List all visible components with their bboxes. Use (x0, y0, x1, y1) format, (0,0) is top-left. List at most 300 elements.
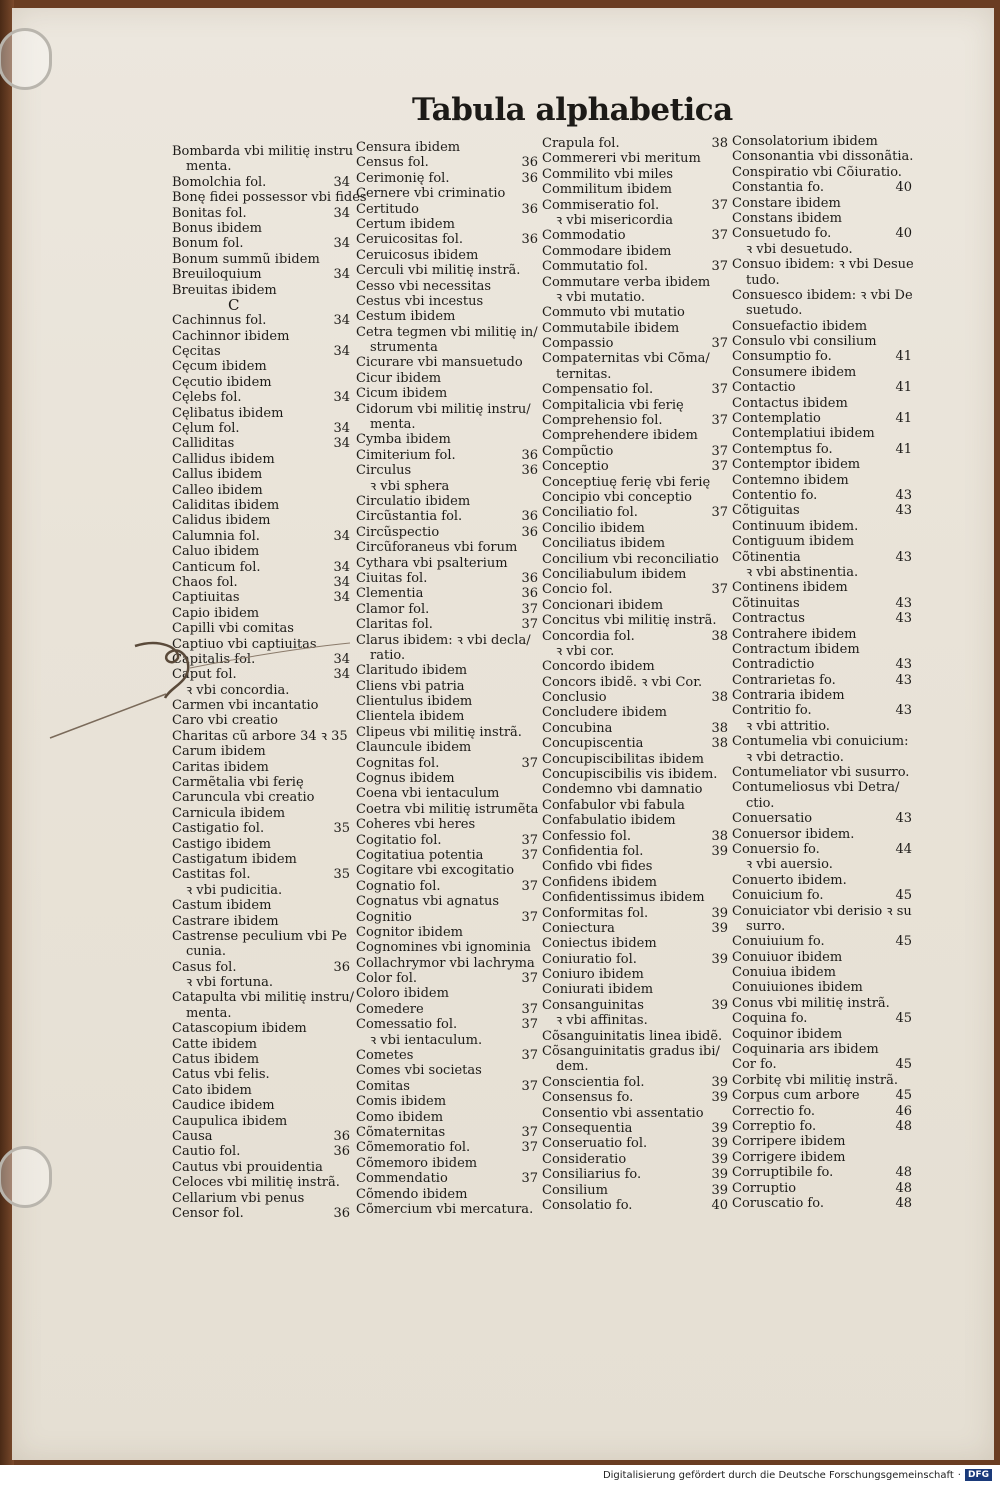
index-folio: 37 (711, 505, 728, 521)
index-entry (732, 503, 912, 518)
index-entry (356, 940, 538, 955)
index-folio: 34 (333, 590, 350, 606)
index-entry (732, 1119, 912, 1134)
index-term: Consilium (542, 1182, 608, 1198)
index-folio: 39 (711, 920, 728, 936)
index-entry (732, 226, 912, 241)
index-term: Cognitor ibidem (356, 924, 464, 940)
index-entry (356, 648, 538, 663)
index-entry (172, 513, 350, 528)
index-term: Cogitatio fol. (356, 832, 442, 848)
footer-credit (603, 1468, 992, 1482)
index-term: Cymba ibidem (356, 432, 451, 448)
index-entry (356, 1110, 538, 1125)
index-entry (542, 1075, 728, 1090)
index-term: suetudo. (746, 303, 803, 319)
index-term: Cometes (356, 1048, 414, 1064)
index-entry (172, 375, 350, 390)
index-term: Cogitare vbi excogitatio (356, 863, 515, 879)
index-entry (732, 673, 912, 688)
index-term: Cellarium vbi penus (172, 1190, 305, 1206)
index-folio: 36 (521, 509, 538, 525)
index-term: Conus vbi militię instrã. (732, 995, 890, 1011)
index-entry (542, 690, 728, 705)
index-term: Continuum ibidem. (732, 518, 859, 534)
index-entry (356, 725, 538, 740)
index-entry (542, 752, 728, 767)
index-entry (356, 709, 538, 724)
index-term: Bomolchia fol. (172, 174, 267, 190)
index-entry (172, 467, 350, 482)
index-entry (732, 780, 912, 795)
index-folio: 37 (711, 582, 728, 598)
index-entry (542, 1152, 728, 1167)
index-entry (542, 829, 728, 844)
index-term: Cęcitas (172, 344, 221, 360)
index-entry (356, 1079, 538, 1094)
index-folio: 36 (521, 570, 538, 586)
index-term: Cesso vbi necessitas (356, 278, 492, 294)
index-entry (172, 175, 350, 190)
index-entry (542, 813, 728, 828)
index-term: Certum ibidem (356, 216, 455, 232)
index-term: Chaos fol. (172, 574, 238, 590)
index-entry (172, 529, 350, 544)
index-term: Coquinor ibidem (732, 1026, 843, 1042)
index-folio: 34 (333, 236, 350, 252)
index-term: Conuersor ibidem. (732, 826, 855, 842)
index-term: Contractum ibidem (732, 641, 860, 657)
index-entry (732, 1027, 912, 1042)
index-entry (732, 857, 912, 872)
index-term: Conclusio (542, 690, 607, 706)
index-entry (172, 560, 350, 575)
index-term: Cõmendo ibidem (356, 1186, 468, 1202)
index-folio: 38 (711, 720, 728, 736)
index-term: Confabulor vbi fabula (542, 797, 685, 813)
index-folio: 39 (711, 905, 728, 921)
index-term: Coena vbi ientaculum (356, 786, 500, 802)
index-term: Compaternitas vbi Cõma/ (542, 351, 710, 367)
index-term: Consuetudo fo. (732, 226, 832, 242)
index-term: Conciliatus ibidem (542, 536, 666, 552)
index-entry (542, 936, 728, 951)
index-entry (732, 1088, 912, 1103)
index-folio: 37 (521, 909, 538, 925)
index-term: Clientela ibidem (356, 709, 465, 725)
index-entry (172, 498, 350, 513)
index-term: Cęlum fol. (172, 421, 240, 437)
index-entry (732, 473, 912, 488)
index-folio: 34 (333, 390, 350, 406)
index-term: Cerimonię fol. (356, 170, 450, 186)
index-term: Capilli vbi comitas (172, 621, 294, 637)
index-folio: 39 (711, 1121, 728, 1136)
index-term: Coheres vbi heres (356, 817, 476, 833)
index-term: ꝛ vbi auersio. (746, 857, 833, 873)
index-entry (542, 290, 728, 305)
index-entry (356, 525, 538, 540)
index-term: Cęcutio ibidem (172, 374, 272, 390)
index-folio: 37 (711, 443, 728, 459)
index-term: Conspiratio vbi Cõiuratio. (732, 164, 902, 180)
index-term: Coniuratio fol. (542, 951, 637, 967)
index-entry (172, 975, 350, 990)
index-entry (542, 536, 728, 551)
index-term: Caput fol. (172, 667, 237, 683)
index-entry (732, 1134, 912, 1149)
index-term: Cachinnus fol. (172, 313, 267, 329)
index-term: Comis ibidem (356, 1094, 447, 1110)
index-entry (356, 956, 538, 971)
index-entry (732, 734, 912, 749)
index-term: Claritas fol. (356, 617, 433, 633)
index-entry (542, 321, 728, 336)
index-term: Conuiuium fo. (732, 934, 825, 950)
index-entry (732, 319, 912, 334)
index-term: Conceptio (542, 459, 609, 475)
index-entry (732, 196, 912, 211)
index-entry (356, 1048, 538, 1063)
index-term: Carnicula ibidem (172, 805, 286, 821)
index-entry (732, 765, 912, 780)
index-entry (172, 483, 350, 498)
index-entry (732, 426, 912, 441)
index-entry (732, 1181, 912, 1196)
index-entry (732, 811, 912, 826)
index-entry (356, 694, 538, 709)
index-entry (356, 602, 538, 617)
index-term: Contemptor ibidem (732, 457, 861, 473)
index-entry (542, 582, 728, 597)
index-term: Comedere (356, 1001, 424, 1017)
index-entry (356, 494, 538, 509)
index-folio: 40 (711, 1197, 728, 1213)
index-term: menta. (186, 1005, 232, 1021)
index-entry (356, 679, 538, 694)
index-entry (732, 873, 912, 888)
index-term: ꝛ vbi mutatio. (556, 289, 646, 305)
index-entry (732, 627, 912, 642)
index-term: Caupulica ibidem (172, 1113, 288, 1129)
index-term: Concludere ibidem (542, 705, 667, 721)
index-term: Corruptio (732, 1180, 797, 1196)
index-term: Cõsanguinitatis linea ibidẽ. (542, 1028, 723, 1044)
index-term: Caliditas ibidem (172, 497, 280, 513)
index-term: Cõmemoro ibidem (356, 1155, 478, 1171)
index-entry (732, 211, 912, 226)
index-term: Conuiciator vbi derisio ꝛ su (732, 903, 912, 919)
index-entry (356, 663, 538, 678)
index-term: ctio. (746, 795, 775, 811)
index-entry (356, 863, 538, 878)
index-folio: 40 (895, 226, 912, 242)
index-term: Calumnia fol. (172, 528, 260, 544)
index-folio: 41 (895, 380, 912, 396)
index-entry (542, 875, 728, 890)
index-folio: 39 (711, 1090, 728, 1106)
index-entry (732, 596, 912, 611)
index-folio: 41 (895, 349, 912, 365)
index-entry (542, 1121, 728, 1136)
index-entry (172, 329, 350, 344)
index-term: Consuo ibidem: ꝛ vbi Desue (732, 257, 914, 273)
index-entry (356, 1094, 538, 1109)
index-term: Constantia fo. (732, 180, 824, 196)
index-term: Commilito vbi miles (542, 166, 674, 182)
index-entry (172, 452, 350, 467)
index-entry (172, 252, 350, 267)
index-entry (356, 617, 538, 632)
index-term: Consuefactio ibidem (732, 318, 868, 334)
index-entry (542, 721, 728, 736)
index-term: Cognomines vbi ignominia (356, 940, 532, 956)
index-term: Consolatio fo. (542, 1197, 633, 1213)
index-term: Cęlibatus ibidem (172, 405, 284, 421)
index-folio: 48 (895, 1165, 912, 1181)
index-term: Como ibidem (356, 1109, 444, 1125)
index-term: Breuitas ibidem (172, 282, 277, 298)
index-entry (172, 190, 367, 206)
index-term: Conceptiuę ferię vbi ferię (542, 474, 711, 490)
index-entry (542, 505, 728, 520)
index-term: Castum ibidem (172, 898, 272, 914)
index-term: Concionari ibidem (542, 597, 664, 613)
index-entry (356, 817, 538, 832)
index-entry (542, 428, 728, 443)
index-entry (732, 1196, 912, 1211)
index-term: strumenta (370, 340, 438, 356)
index-term: Confidentissimus ibidem (542, 890, 705, 906)
index-entry (356, 571, 538, 586)
index-term: Contemptus fo. (732, 441, 833, 457)
index-entry (356, 186, 538, 201)
index-term: Carmen vbi incantatio (172, 698, 319, 714)
index-term: Concubina (542, 720, 613, 736)
index-entry (732, 904, 912, 919)
index-entry (732, 396, 912, 411)
index-term: Condemno vbi damnatio (542, 782, 703, 798)
index-folio: 43 (895, 611, 912, 627)
index-term: Contractus (732, 611, 805, 627)
footer-text: Digitalisierung gefördert durch die Deutsche Forschungsgemeinschaft (602, 1469, 954, 1481)
index-entry (542, 890, 728, 905)
footer-dot: · (957, 1469, 961, 1481)
index-term: Coniectura (542, 920, 615, 936)
index-entry (356, 1125, 538, 1140)
index-folio: 43 (895, 811, 912, 827)
index-term: Contraria ibidem (732, 688, 845, 704)
index-entry (356, 232, 538, 247)
index-term: Commodatio (542, 228, 626, 244)
index-term: Censor fol. (172, 1205, 244, 1221)
index-entry (356, 386, 538, 401)
index-term: Castrense peculium vbi Pe (172, 928, 347, 944)
index-folio: 36 (521, 586, 538, 602)
index-term: ratio. (370, 647, 406, 663)
index-term: Caruncula vbi creatio (172, 790, 315, 806)
index-entry (732, 303, 912, 318)
index-term: Clientulus ibidem (356, 694, 473, 710)
index-term: Clementia (356, 586, 424, 602)
index-entry (356, 971, 538, 986)
index-term: Callidus ibidem (172, 451, 275, 467)
index-term: Contrahere ibidem (732, 626, 857, 642)
index-column-3 (542, 136, 728, 1213)
index-entry (172, 544, 350, 559)
index-folio: 39 (711, 1167, 728, 1183)
index-term: Clarus ibidem: ꝛ vbi decla/ (356, 632, 531, 648)
index-term: menta. (186, 159, 232, 175)
index-entry (542, 798, 728, 813)
index-term: Cõmemoratio fol. (356, 1140, 471, 1156)
index-term: Caluo ibidem (172, 544, 260, 560)
index-entry (172, 821, 350, 836)
index-term: Commendatio (356, 1171, 448, 1187)
index-folio: 45 (895, 1088, 912, 1104)
index-term: Cõtinuitas (732, 595, 800, 611)
index-entry (542, 675, 728, 690)
index-folio: 34 (333, 559, 350, 575)
index-entry (542, 705, 728, 720)
index-term: Cliens vbi patria (356, 678, 465, 694)
index-entry (356, 910, 538, 925)
index-entry (542, 444, 728, 459)
index-entry (172, 1006, 350, 1021)
index-term: Circũforaneus vbi forum (356, 540, 518, 556)
index-term: Conciliabulum ibidem (542, 566, 687, 582)
index-term: Catte ibidem (172, 1036, 257, 1052)
index-entry (732, 1104, 912, 1119)
index-term: cunia. (186, 944, 227, 960)
binding-clip-bottom (0, 1146, 52, 1208)
index-entry (542, 921, 728, 936)
index-term: Consequentia (542, 1121, 633, 1136)
index-term: surro. (746, 918, 786, 934)
index-entry (732, 534, 912, 549)
index-term: Contemno ibidem (732, 472, 849, 488)
index-folio: 38 (711, 628, 728, 644)
index-entry (172, 1160, 350, 1175)
index-entry (732, 980, 912, 995)
index-entry (356, 740, 538, 755)
index-term: Coquinaria ars ibidem (732, 1042, 879, 1058)
section-letter (172, 295, 350, 314)
index-entry (172, 760, 350, 775)
index-entry (542, 398, 728, 413)
index-folio: 37 (711, 459, 728, 475)
index-entry (356, 248, 538, 263)
index-term: Consulo vbi consilium (732, 334, 877, 350)
index-entry (732, 273, 912, 288)
index-folio: 45 (895, 934, 912, 950)
index-entry (732, 919, 912, 934)
index-term: Corpus cum arbore (732, 1088, 860, 1104)
index-entry (172, 606, 350, 621)
index-term: Confessio fol. (542, 828, 632, 844)
index-folio: 39 (711, 951, 728, 967)
index-term: Color fol. (356, 971, 418, 987)
index-entry (542, 1013, 728, 1028)
index-entry (172, 1144, 350, 1159)
index-entry (356, 633, 538, 648)
index-term: Cõtiguitas (732, 503, 800, 519)
dfg-logo: DFG (965, 1469, 992, 1481)
index-entry (732, 180, 912, 195)
index-folio: 39 (711, 1151, 728, 1167)
index-entry (356, 802, 538, 817)
index-entry (732, 488, 912, 503)
index-folio: 36 (333, 959, 350, 975)
index-folio: 36 (333, 1205, 350, 1221)
index-entry (356, 479, 538, 494)
index-entry (356, 325, 538, 340)
index-term: Conformitas fol. (542, 905, 649, 921)
index-term: Contumeliator vbi susurro. (732, 765, 910, 781)
index-folio: 48 (895, 1180, 912, 1196)
index-entry (732, 934, 912, 949)
index-term: Bonus ibidem (172, 220, 262, 236)
index-entry (172, 914, 350, 929)
index-term: C (228, 295, 240, 314)
index-entry (542, 151, 728, 166)
index-entry (732, 750, 912, 765)
index-entry (356, 217, 538, 232)
index-entry (356, 155, 538, 170)
index-term: Concupiscibilitas ibidem (542, 751, 704, 767)
index-term: Calidus ibidem (172, 513, 271, 529)
index-term: Callus ibidem (172, 467, 263, 483)
index-folio: 37 (521, 847, 538, 863)
index-folio: 38 (711, 828, 728, 844)
index-term: Consumptio fo. (732, 349, 832, 365)
index-term: Census fol. (356, 155, 429, 171)
index-entry (732, 442, 912, 457)
index-folio: 34 (333, 174, 350, 190)
index-folio: 36 (521, 201, 538, 217)
index-entry (356, 986, 538, 1001)
index-term: Cythara vbi psalterium (356, 555, 508, 571)
index-entry (172, 960, 350, 975)
index-entry (732, 796, 912, 811)
index-term: Concitus vbi militię instrã. (542, 613, 717, 629)
index-term: Conseruatio fol. (542, 1136, 648, 1152)
index-entry (356, 786, 538, 801)
index-term: Cęlebs fol. (172, 390, 242, 406)
index-entry (172, 575, 350, 590)
index-folio: 34 (333, 205, 350, 221)
index-column-2 (356, 140, 538, 1217)
index-term: Cicur ibidem (356, 370, 442, 386)
index-term: Ciuitas fol. (356, 570, 428, 586)
index-folio: 48 (895, 1119, 912, 1134)
index-entry (172, 1052, 350, 1067)
index-term: Castigatum ibidem (172, 851, 297, 867)
index-folio: 43 (895, 549, 912, 565)
index-folio: 37 (521, 1017, 538, 1033)
index-entry (172, 436, 350, 451)
index-term: Corrigere ibidem (732, 1149, 846, 1165)
index-folio: 39 (711, 1182, 728, 1198)
index-term: Contiguum ibidem (732, 534, 855, 550)
index-entry (356, 1202, 538, 1217)
index-entry (356, 340, 538, 355)
index-entry (356, 202, 538, 217)
index-entry (542, 198, 728, 213)
index-term: Contumelia vbi conuicium: (732, 734, 909, 750)
index-entry (542, 906, 728, 921)
index-term: Certitudo (356, 201, 419, 217)
